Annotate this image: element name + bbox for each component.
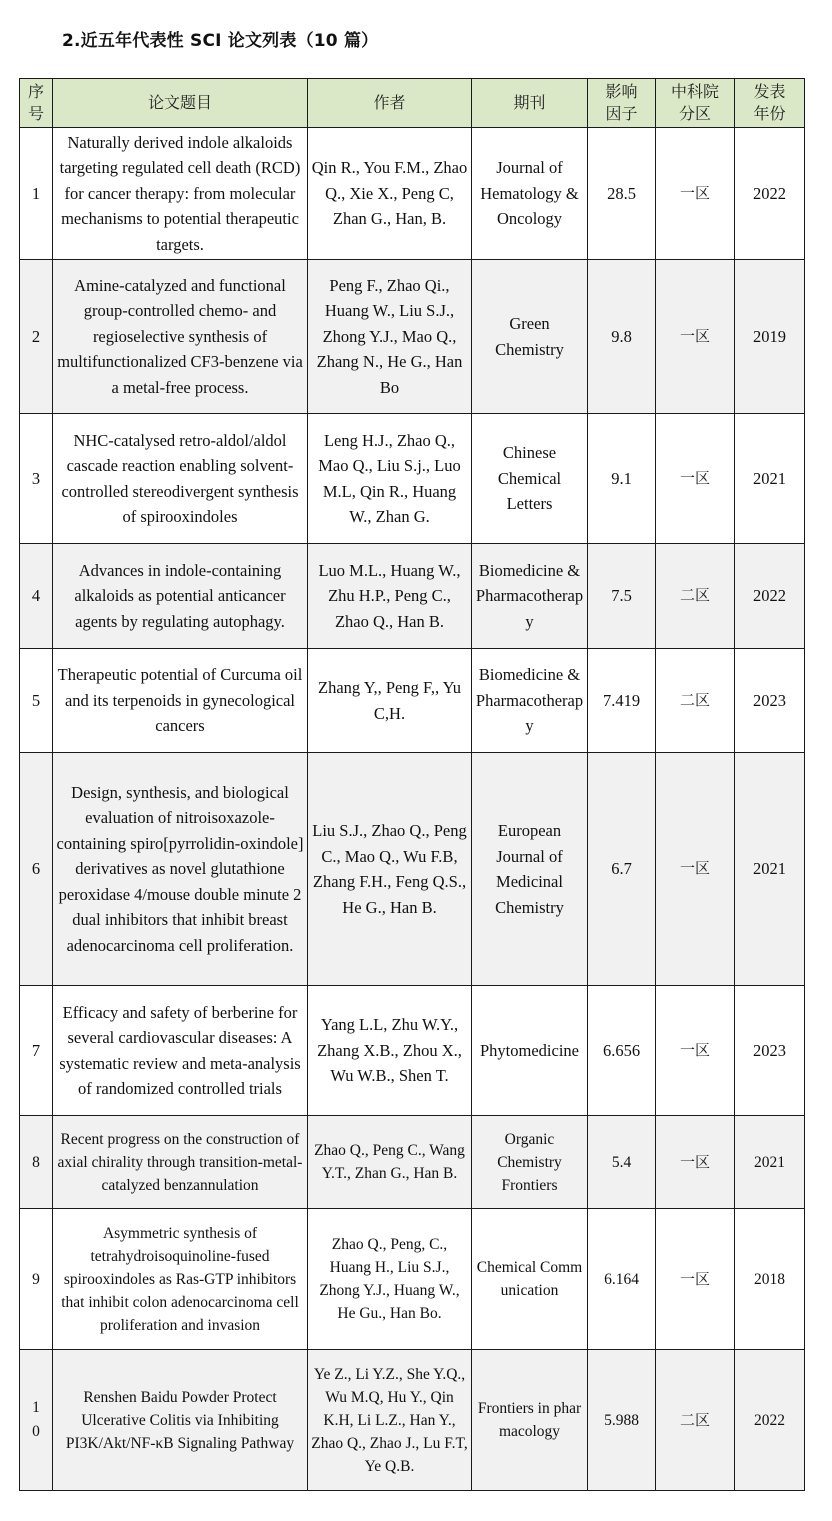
- table-row: [20, 1209, 805, 1350]
- paper-title: Renshen Baidu Powder Protect Ulcerative Colitis via Inhibiting PI3K/Akt/NF-κB Signaling Pathway: [53, 1350, 308, 1491]
- paper-authors: Liu S.J., Zhao Q., Peng C., Mao Q., Wu F.B, Zhang F.H., Feng Q.S., He G., Han B.: [308, 753, 472, 986]
- impact-factor: 7.419: [588, 649, 656, 753]
- table-row: [20, 414, 805, 544]
- paper-journal: Biomedicine & Pharmacotherapy: [472, 544, 588, 649]
- paper-authors: Zhao Q., Peng, C., Huang H., Liu S.J., Zhong Y.J., Huang W., He Gu., Han Bo.: [308, 1209, 472, 1350]
- paper-journal: Chinese Chemical Letters: [472, 414, 588, 544]
- publication-year: 2021: [735, 1116, 805, 1209]
- cas-zone: 一区: [656, 260, 735, 414]
- paper-title: Amine-catalyzed and functional group-controlled chemo- and regioselective synthesis of multifunctionalized CF3-benzene via a metal-free process.: [53, 260, 308, 414]
- cas-zone: 一区: [656, 1209, 735, 1350]
- header-journal: 期刊: [472, 79, 588, 128]
- paper-title: Design, synthesis, and biological evaluation of nitroisoxazole-containing spiro[pyrrolidin-oxindole] derivatives as novel glutathione peroxidase 4/mouse double minute 2 dual inhibitors that inhibit breast adenocarcinoma cell proliferation.: [53, 753, 308, 986]
- impact-factor: 6.7: [588, 753, 656, 986]
- paper-title: Advances in indole-containing alkaloids as potential anticancer agents by regulating autophagy.: [53, 544, 308, 649]
- publication-year: 2022: [735, 1350, 805, 1491]
- header-authors: 作者: [308, 79, 472, 128]
- row-number: 4: [20, 544, 53, 649]
- table-row: [20, 753, 805, 986]
- cas-zone: 二区: [656, 1350, 735, 1491]
- paper-title: Recent progress on the construction of axial chirality through transition-metal-catalyzed benzannulation: [53, 1116, 308, 1209]
- cas-zone: 二区: [656, 649, 735, 753]
- impact-factor: 9.1: [588, 414, 656, 544]
- impact-factor: 9.8: [588, 260, 656, 414]
- paper-journal: Journal of Hematology & Oncology: [472, 128, 588, 260]
- impact-factor: 5.4: [588, 1116, 656, 1209]
- paper-journal: Phytomedicine: [472, 986, 588, 1116]
- paper-journal: Green Chemistry: [472, 260, 588, 414]
- publication-year: 2019: [735, 260, 805, 414]
- impact-factor: 6.656: [588, 986, 656, 1116]
- table-row: [20, 544, 805, 649]
- paper-title: Asymmetric synthesis of tetrahydroisoquinoline-fused spirooxindoles as Ras-GTP inhibitors that inhibit colon adenocarcinoma cell proliferation and invasion: [53, 1209, 308, 1350]
- cas-zone: 一区: [656, 128, 735, 260]
- row-number: 6: [20, 753, 53, 986]
- publication-year: 2022: [735, 128, 805, 260]
- paper-journal: Frontiers in pharmacology: [472, 1350, 588, 1491]
- row-number: 2: [20, 260, 53, 414]
- row-number: 3: [20, 414, 53, 544]
- paper-authors: Luo M.L., Huang W., Zhu H.P., Peng C., Zhao Q., Han B.: [308, 544, 472, 649]
- impact-factor: 7.5: [588, 544, 656, 649]
- header-impact-factor: 影响因子: [588, 79, 656, 128]
- paper-journal: European Journal of Medicinal Chemistry: [472, 753, 588, 986]
- header-no: 序号: [20, 79, 53, 128]
- row-number: 1: [20, 128, 53, 260]
- papers-table: [19, 78, 805, 1491]
- row-number: 7: [20, 986, 53, 1116]
- publication-year: 2023: [735, 986, 805, 1116]
- row-number: 9: [20, 1209, 53, 1350]
- publication-year: 2023: [735, 649, 805, 753]
- cas-zone: 二区: [656, 544, 735, 649]
- cas-zone: 一区: [656, 753, 735, 986]
- table-row: [20, 128, 805, 260]
- row-number: 10: [20, 1350, 53, 1491]
- table-row: [20, 986, 805, 1116]
- table-row: [20, 649, 805, 753]
- publication-year: 2018: [735, 1209, 805, 1350]
- row-number: 8: [20, 1116, 53, 1209]
- paper-authors: Zhao Q., Peng C., Wang Y.T., Zhan G., Han B.: [308, 1116, 472, 1209]
- paper-title: Efficacy and safety of berberine for several cardiovascular diseases: A systematic review and meta-analysis of randomized controlled trials: [53, 986, 308, 1116]
- header-year: 发表年份: [735, 79, 805, 128]
- paper-title: Therapeutic potential of Curcuma oil and its terpenoids in gynecological cancers: [53, 649, 308, 753]
- impact-factor: 28.5: [588, 128, 656, 260]
- paper-journal: Biomedicine & Pharmacotherapy: [472, 649, 588, 753]
- paper-authors: Yang L.L, Zhu W.Y., Zhang X.B., Zhou X., Wu W.B., Shen T.: [308, 986, 472, 1116]
- paper-authors: Ye Z., Li Y.Z., She Y.Q., Wu M.Q, Hu Y., Qin K.H, Li L.Z., Han Y., Zhao Q., Zhao J., Lu F.T, Ye Q.B.: [308, 1350, 472, 1491]
- section-heading: 2.近五年代表性 SCI 论文列表（10 篇）: [62, 31, 379, 51]
- cas-zone: 一区: [656, 1116, 735, 1209]
- cas-zone: 一区: [656, 986, 735, 1116]
- row-number: 5: [20, 649, 53, 753]
- paper-journal: Chemical Communication: [472, 1209, 588, 1350]
- paper-authors: Qin R., You F.M., Zhao Q., Xie X., Peng C, Zhan G., Han, B.: [308, 128, 472, 260]
- paper-journal: Organic Chemistry Frontiers: [472, 1116, 588, 1209]
- paper-authors: Zhang Y,, Peng F,, Yu C,H.: [308, 649, 472, 753]
- publication-year: 2022: [735, 544, 805, 649]
- paper-authors: Leng H.J., Zhao Q., Mao Q., Liu S.j., Luo M.L, Qin R., Huang W., Zhan G.: [308, 414, 472, 544]
- paper-authors: Peng F., Zhao Qi., Huang W., Liu S.J., Zhong Y.J., Mao Q., Zhang N., He G., Han Bo: [308, 260, 472, 414]
- table-row: [20, 1350, 805, 1491]
- publication-year: 2021: [735, 414, 805, 544]
- paper-title: Naturally derived indole alkaloids targeting regulated cell death (RCD) for cancer therapy: from molecular mechanisms to potential therapeutic targets.: [53, 128, 308, 260]
- table-row: [20, 260, 805, 414]
- header-cas-zone: 中科院分区: [656, 79, 735, 128]
- cas-zone: 一区: [656, 414, 735, 544]
- impact-factor: 6.164: [588, 1209, 656, 1350]
- table-header-row: [20, 79, 805, 128]
- paper-title: NHC-catalysed retro-aldol/aldol cascade reaction enabling solvent-controlled stereodivergent synthesis of spirooxindoles: [53, 414, 308, 544]
- table-row: [20, 1116, 805, 1209]
- impact-factor: 5.988: [588, 1350, 656, 1491]
- header-title: 论文题目: [53, 79, 308, 128]
- publication-year: 2021: [735, 753, 805, 986]
